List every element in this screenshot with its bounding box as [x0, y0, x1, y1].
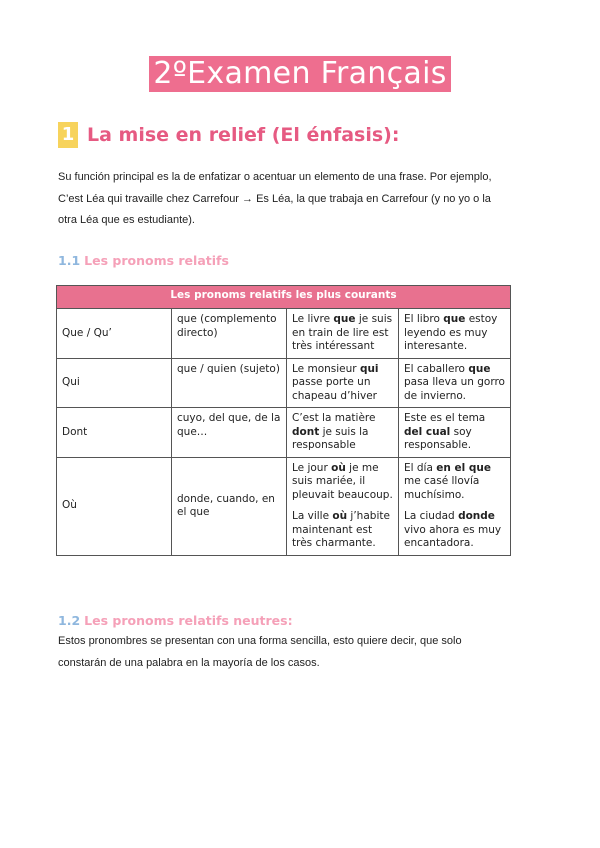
spanish-example-cell	[398, 309, 510, 359]
table-body	[57, 309, 511, 556]
spanish-example-cell	[398, 457, 510, 555]
example-text: passe porte un chapeau d’hiver	[292, 376, 377, 402]
intro-line: C’est Léa qui travaille chez Carrefour → Es Léa, la que trabaja en Carrefour (y no yo o la	[58, 192, 491, 205]
french-example-cell	[287, 309, 399, 359]
example-block	[292, 510, 393, 551]
example-text: El caballero	[403, 362, 469, 375]
table-row	[57, 358, 511, 408]
highlighted-pronoun: en el que	[436, 461, 491, 474]
section-heading	[58, 122, 399, 148]
example-block	[404, 462, 505, 503]
page-title: 2ºExamen Français	[149, 56, 450, 92]
highlighted-pronoun: que	[468, 362, 491, 375]
example-text: je suis la responsable	[292, 425, 369, 451]
relative-pronouns-table	[56, 285, 511, 556]
subsection-title: Les pronoms relatifs neutres:	[84, 613, 293, 628]
example-text: El libro	[403, 313, 444, 325]
highlighted-pronoun: que	[443, 313, 466, 325]
section-number: 1	[58, 122, 78, 148]
subsection-heading-1	[58, 253, 229, 268]
subsection-number: 1.1	[58, 253, 81, 268]
pronoun-cell: Où	[57, 457, 172, 555]
example-text: Le jour	[292, 461, 332, 474]
example-text: La ciudad	[403, 510, 459, 522]
pronoun-cell: Qui	[57, 358, 172, 408]
block-spacer	[404, 502, 505, 510]
spanish-example-cell	[398, 408, 510, 458]
highlighted-pronoun: donde	[458, 510, 495, 522]
neutral-line: constarán de una palabra en la mayoría de los casos.	[58, 656, 320, 669]
example-text: me casé llovía muchísimo.	[403, 475, 480, 501]
pronoun-cell: Que / Qu’	[57, 309, 172, 359]
example-text: je suis en train de lire est très intéressant	[292, 313, 393, 352]
example-text: El día	[403, 461, 437, 474]
example-block	[292, 462, 393, 503]
table-row	[57, 457, 511, 555]
example-text: La ville	[292, 510, 333, 522]
neutral-line: Estos pronombres se presentan con una forma sencilla, esto quiere decir, que solo	[58, 635, 462, 647]
pronoun-cell: Dont	[57, 408, 172, 458]
highlighted-pronoun: del cual	[403, 425, 451, 438]
example-block	[404, 510, 505, 551]
highlighted-pronoun: où	[331, 461, 346, 474]
meaning-cell: que / quien (sujeto)	[172, 358, 287, 408]
meaning-cell: donde, cuando, en el que	[172, 457, 287, 555]
highlighted-pronoun: qui	[359, 362, 379, 375]
subsection-title: Les pronoms relatifs	[84, 253, 229, 268]
intro-line: otra Léa que es estudiante).	[58, 214, 195, 226]
example-text: estoy leyendo es muy interesante.	[403, 313, 498, 352]
example-text: j’habite maintenant est très charmante.	[292, 510, 390, 549]
example-text: soy responsable.	[403, 425, 472, 451]
example-text: Le monsieur	[292, 362, 360, 375]
intro-paragraph	[58, 167, 538, 232]
example-text: pasa lleva un gorro de invierno.	[403, 376, 505, 402]
french-example-cell	[287, 358, 399, 408]
table-header: Les pronoms relatifs les plus courants	[57, 286, 511, 309]
meaning-cell: cuyo, del que, de la que…	[172, 408, 287, 458]
neutral-paragraph	[58, 631, 538, 674]
french-example-cell	[287, 457, 399, 555]
highlighted-pronoun: où	[332, 510, 348, 522]
example-text: Le livre	[292, 313, 334, 325]
subsection-heading-2	[58, 613, 293, 628]
highlighted-pronoun: dont	[292, 425, 320, 438]
table-row	[57, 309, 511, 359]
meaning-cell: que (complemento directo)	[172, 309, 287, 359]
spanish-example-cell	[398, 358, 510, 408]
intro-line: Su función principal es la de enfatizar o acentuar un elemento de una frase. Por ejemplo,	[58, 171, 492, 183]
example-text: Este es el tema	[403, 412, 486, 424]
subsection-number: 1.2	[58, 613, 81, 628]
example-text: vivo ahora es muy encantadora.	[403, 523, 502, 549]
highlighted-pronoun: que	[333, 313, 356, 325]
title-wrap	[0, 56, 600, 92]
example-text: je me suis mariée, il pleuvait beaucoup.	[292, 461, 393, 501]
example-text: C’est la matière	[292, 412, 376, 424]
french-example-cell	[287, 408, 399, 458]
section-heading-text: La mise en relief (El énfasis):	[87, 124, 400, 146]
block-spacer	[292, 502, 393, 510]
table-row	[57, 408, 511, 458]
